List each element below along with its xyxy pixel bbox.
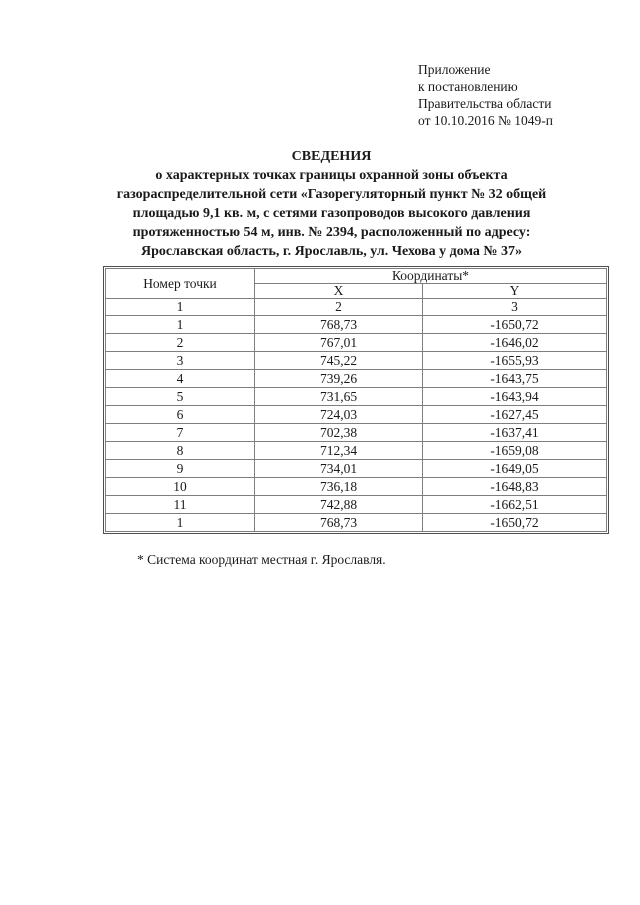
table-cell: -1650,72 (423, 316, 607, 334)
table-cell: 1 (106, 514, 255, 532)
table-row (106, 424, 607, 442)
table-cell: 6 (106, 406, 255, 424)
y-column-header: Y (423, 284, 607, 299)
title-line: площадью 9,1 кв. м, с сетями газопроводов высокого давления (132, 206, 531, 221)
table-cell: 2 (106, 334, 255, 352)
annex-line: Приложение (418, 62, 491, 77)
column-number-cell: 3 (423, 299, 607, 316)
table-row (106, 334, 607, 352)
table-cell: 11 (106, 496, 255, 514)
column-number-cell: 1 (106, 299, 255, 316)
x-column-header: X (255, 284, 423, 299)
annex-line: к постановлению (418, 79, 518, 94)
table-cell: 9 (106, 460, 255, 478)
table-row (106, 442, 607, 460)
coordinate-system-footnote: * Система координат местная г. Ярославля. (137, 552, 386, 567)
title-line: протяженностью 54 м, инв. № 2394, расположенный по адресу: (132, 225, 531, 240)
table-cell: -1662,51 (423, 496, 607, 514)
table-cell: 4 (106, 370, 255, 388)
table-cell: -1627,45 (423, 406, 607, 424)
point-number-header: Номер точки (106, 269, 255, 299)
table-cell: 8 (106, 442, 255, 460)
table-cell: -1650,72 (423, 514, 607, 532)
annex-line: Правительства области (418, 96, 552, 111)
table-cell: 3 (106, 352, 255, 370)
table-cell: -1655,93 (423, 352, 607, 370)
annex-reference-block (418, 61, 553, 129)
table-cell: 767,01 (255, 334, 423, 352)
table-row (106, 406, 607, 424)
table-row (106, 352, 607, 370)
table-cell: -1643,75 (423, 370, 607, 388)
table-cell: 739,26 (255, 370, 423, 388)
table-cell: 731,65 (255, 388, 423, 406)
coordinates-table-wrapper (103, 266, 609, 534)
table-cell: 10 (106, 478, 255, 496)
table-cell: 712,34 (255, 442, 423, 460)
coordinates-table-body (106, 316, 607, 532)
table-row (106, 514, 607, 532)
column-number-cell: 2 (255, 299, 423, 316)
table-cell: 768,73 (255, 514, 423, 532)
table-row (106, 370, 607, 388)
table-cell: -1637,41 (423, 424, 607, 442)
document-title-heading: СВЕДЕНИЯ (291, 149, 372, 164)
coordinates-header: Координаты* (255, 269, 607, 284)
table-row (106, 496, 607, 514)
table-cell: 5 (106, 388, 255, 406)
document-title-block (24, 147, 639, 261)
title-line: о характерных точках границы охранной зоны объекта (155, 168, 508, 183)
column-numbering-row (106, 299, 607, 316)
table-cell: -1659,08 (423, 442, 607, 460)
table-cell: 7 (106, 424, 255, 442)
table-cell: 736,18 (255, 478, 423, 496)
table-cell: 734,01 (255, 460, 423, 478)
table-cell: -1648,83 (423, 478, 607, 496)
table-cell: 1 (106, 316, 255, 334)
annex-line: от 10.10.2016 № 1049-п (418, 113, 553, 128)
table-row (106, 316, 607, 334)
table-cell: 724,03 (255, 406, 423, 424)
title-line: Ярославская область, г. Ярославль, ул. Чехова у дома № 37» (141, 244, 522, 259)
table-cell: 702,38 (255, 424, 423, 442)
table-cell: -1643,94 (423, 388, 607, 406)
table-row (106, 460, 607, 478)
coordinates-table (105, 268, 607, 532)
table-row (106, 388, 607, 406)
table-cell: 742,88 (255, 496, 423, 514)
table-cell: -1649,05 (423, 460, 607, 478)
table-cell: -1646,02 (423, 334, 607, 352)
table-cell: 745,22 (255, 352, 423, 370)
table-row (106, 478, 607, 496)
title-line: газораспределительной сети «Газорегуляторный пункт № 32 общей (116, 187, 547, 202)
table-cell: 768,73 (255, 316, 423, 334)
